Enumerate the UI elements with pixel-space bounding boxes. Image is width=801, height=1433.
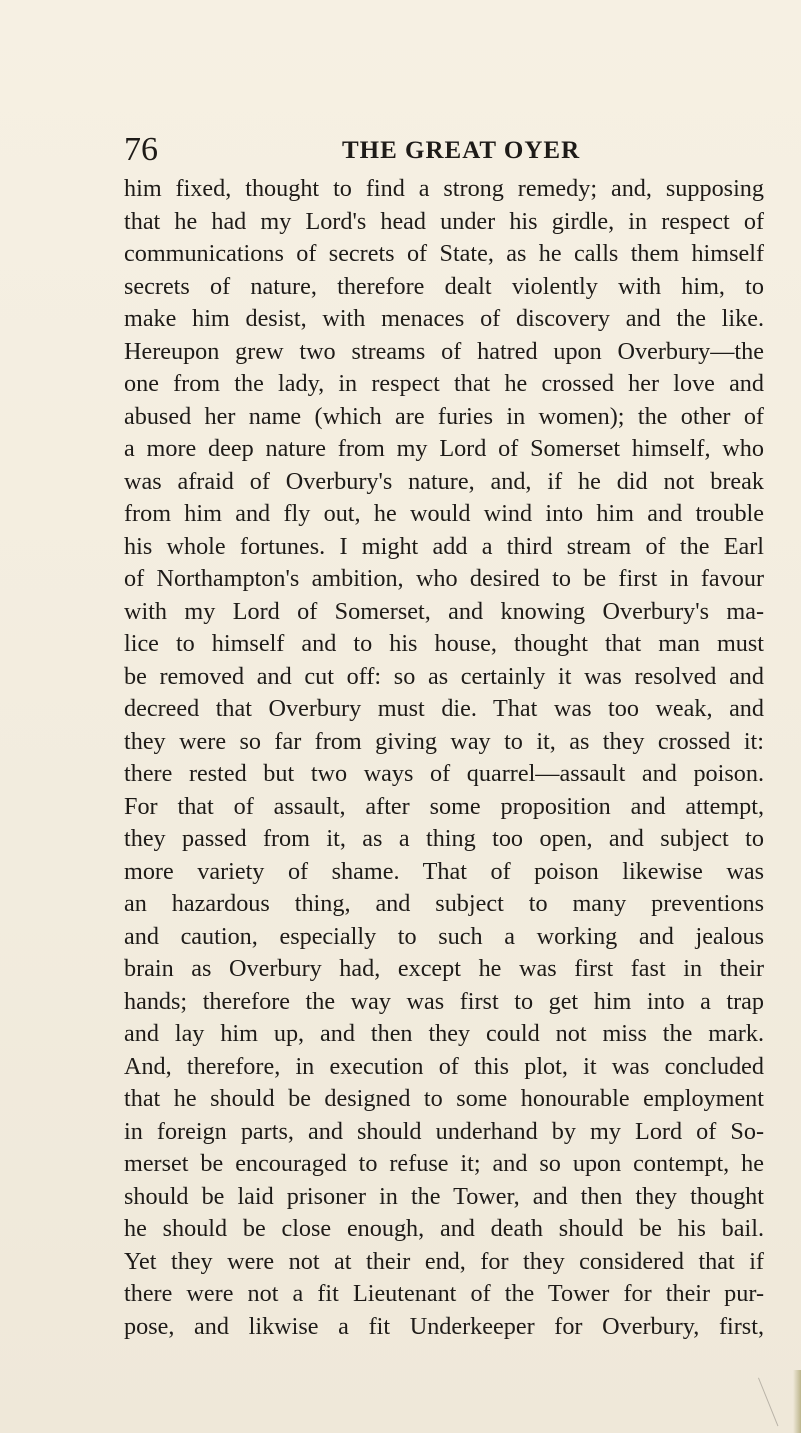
text-line: brain as Overbury had, except he was first fast in their (124, 955, 764, 982)
body-text (124, 173, 764, 1343)
text-line: communications of secrets of State, as he calls them himself (124, 240, 764, 267)
text-line: decreed that Overbury must die. That was too weak, and (124, 695, 764, 722)
text-line: a more deep nature from my Lord of Somerset himself, who (124, 435, 764, 462)
text-line: there were not a fit Lieutenant of the Tower for their pur- (124, 1280, 764, 1307)
text-line: was afraid of Overbury's nature, and, if he did not break (124, 467, 764, 495)
text-line: and lay him up, and then they could not miss the mark. (124, 1020, 764, 1047)
text-line: that he had my Lord's head under his girdle, in respect of (124, 207, 764, 235)
text-line: merset be encouraged to refuse it; and so upon contempt, he (124, 1150, 764, 1177)
text-line: his whole fortunes. I might add a third stream of the Earl (124, 532, 764, 560)
stray-pencil-mark (758, 1378, 778, 1427)
page-number: 76 (124, 131, 158, 168)
text-line: And, therefore, in execution of this plot, it was concluded (124, 1052, 764, 1080)
page-edge-stain (793, 1370, 801, 1433)
text-line: that he should be designed to some honourable employment (124, 1085, 764, 1112)
text-line: should be laid prisoner in the Tower, and then they thought (124, 1182, 764, 1210)
text-line: be removed and cut off: so as certainly it was resolved and (124, 662, 764, 690)
text-line: Yet they were not at their end, for they considered that if (124, 1247, 764, 1275)
text-line: pose, and likwise a fit Underkeeper for Overbury, first, (124, 1312, 764, 1340)
text-line: hands; therefore the way was first to get him into a trap (124, 987, 764, 1015)
text-line: there rested but two ways of quarrel—assault and poison. (124, 760, 764, 787)
text-line: more variety of shame. That of poison likewise was (124, 857, 764, 885)
text-line: abused her name (which are furies in women); the other of (124, 402, 764, 430)
text-line: he should be close enough, and death should be his bail. (124, 1215, 764, 1242)
text-line: they passed from it, as a thing too open, and subject to (124, 825, 764, 852)
text-line: Hereupon grew two streams of hatred upon Overbury—the (124, 337, 764, 365)
text-line: make him desist, with menaces of discovery and the like. (124, 305, 764, 332)
running-head: THE GREAT OYER (342, 137, 581, 164)
text-line: they were so far from giving way to it, as they crossed it: (124, 727, 764, 755)
text-line: secrets of nature, therefore dealt violently with him, to (124, 272, 764, 300)
text-line: lice to himself and to his house, thought that man must (124, 630, 764, 657)
text-line: of Northampton's ambition, who desired to be first in favour (124, 565, 764, 592)
text-line: one from the lady, in respect that he crossed her love and (124, 370, 764, 397)
text-line: and caution, especially to such a working and jealous (124, 922, 764, 950)
text-line: with my Lord of Somerset, and knowing Overbury's ma- (124, 597, 764, 625)
text-line: him fixed, thought to find a strong remedy; and, supposing (124, 175, 764, 202)
text-line: For that of assault, after some proposition and attempt, (124, 792, 764, 820)
text-line: in foreign parts, and should underhand by my Lord of So- (124, 1117, 764, 1145)
text-line: an hazardous thing, and subject to many preventions (124, 890, 764, 917)
text-line: from him and fly out, he would wind into him and trouble (124, 500, 764, 527)
page-header (124, 132, 764, 168)
